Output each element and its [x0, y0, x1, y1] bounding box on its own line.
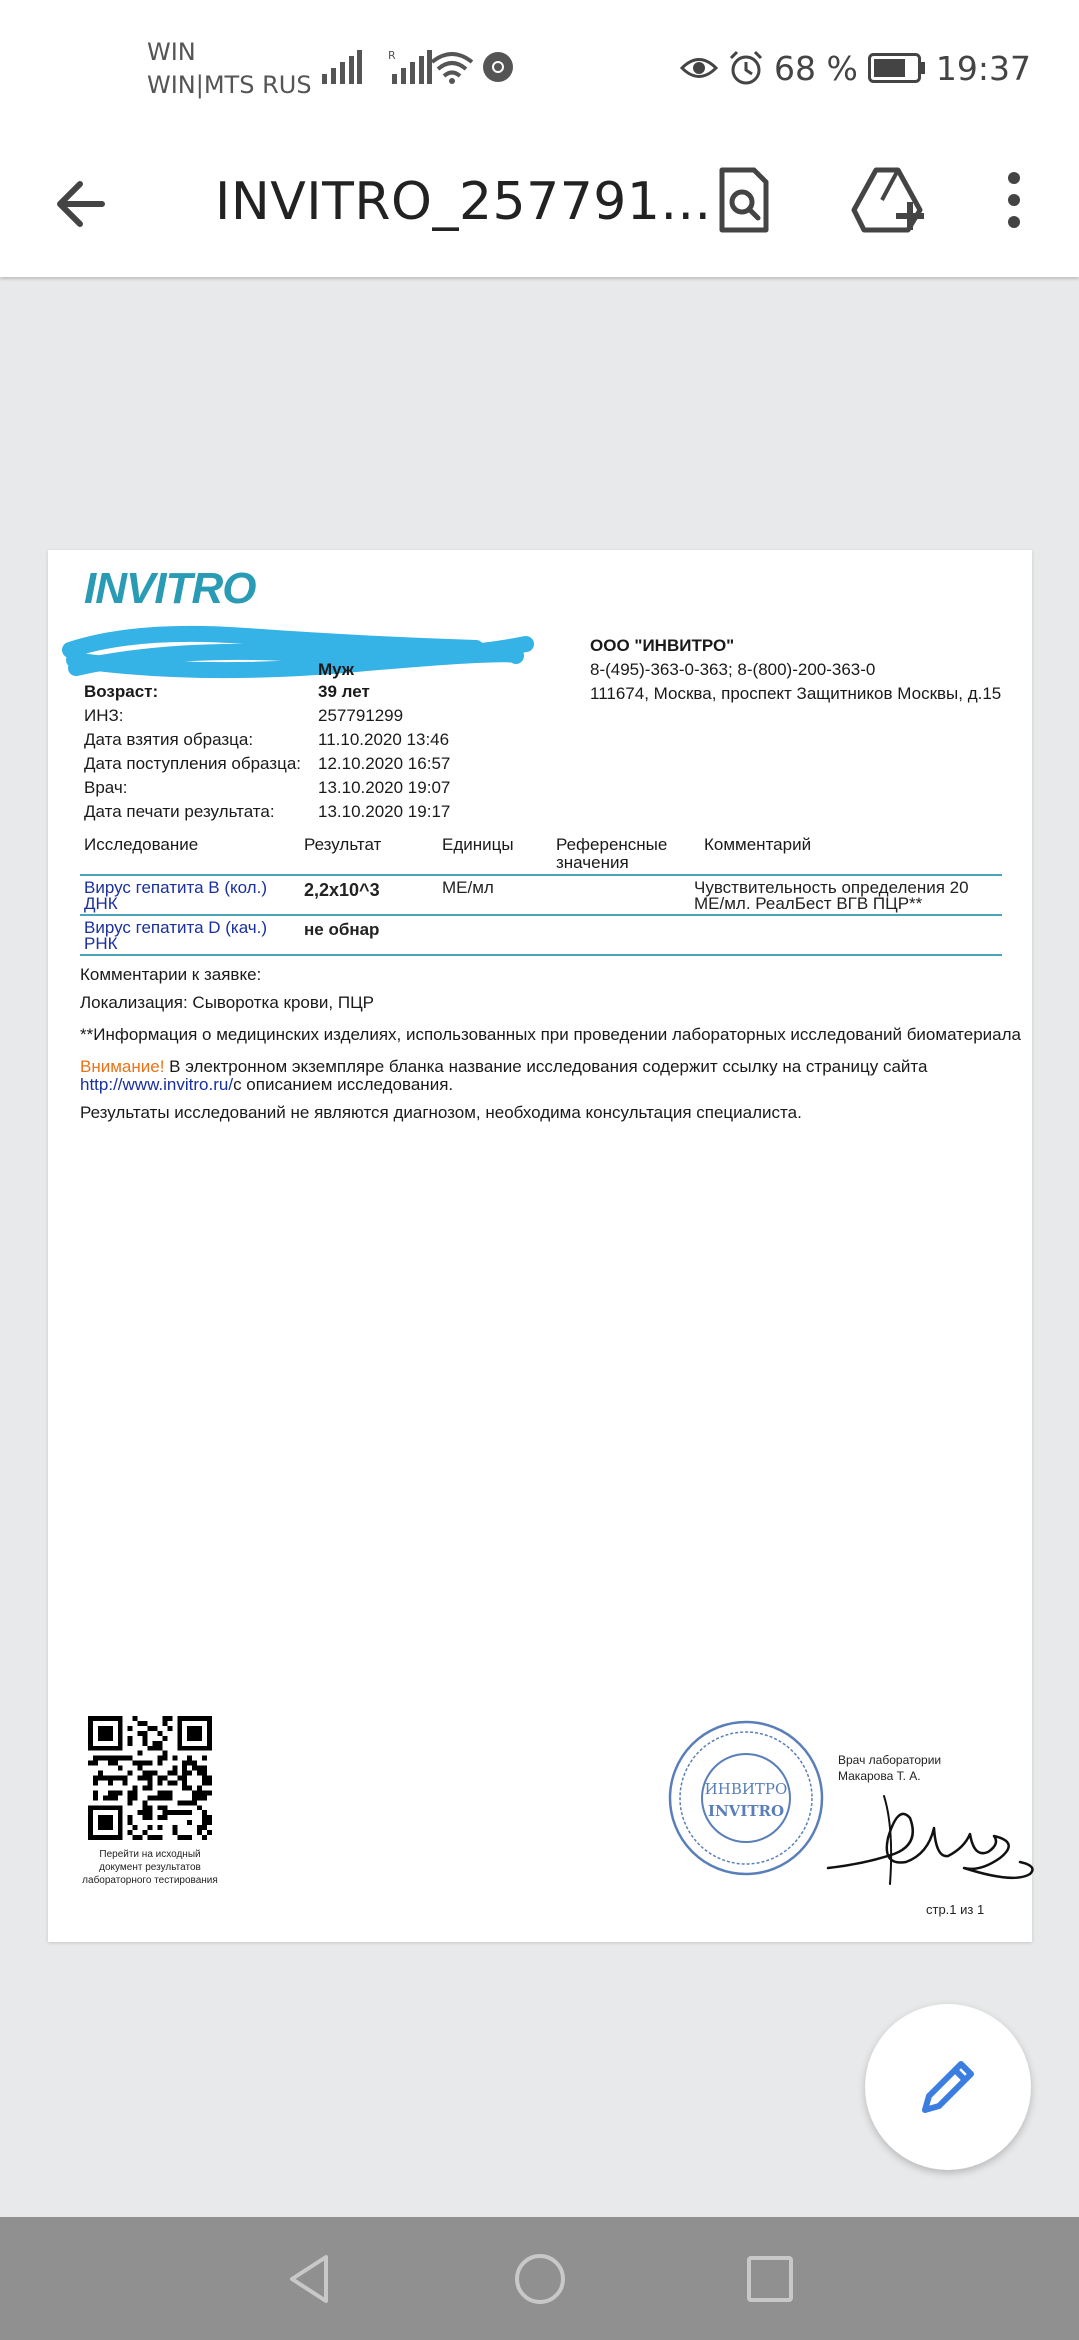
inz-label: ИНЗ: — [84, 706, 124, 725]
sample-taken-label: Дата взятия образца: — [84, 730, 254, 749]
lab-phones: 8-(495)-363-0-363; 8-(800)-200-363-0 — [590, 660, 876, 679]
edit-fab[interactable] — [865, 2004, 1031, 2170]
nav-recents-icon[interactable] — [740, 2249, 800, 2309]
signature-caption — [838, 1752, 941, 1784]
print-date-label: Дата печати результата: — [84, 802, 275, 821]
clock: 19:37 — [935, 48, 1031, 88]
stamp-text-2: INVITRO — [707, 1802, 785, 1820]
signature-caption-2: Макарова Т. А. — [838, 1769, 921, 1783]
signal-icon — [322, 50, 362, 84]
sample-received-value: 12.10.2020 16:57 — [318, 754, 451, 773]
qr-code[interactable] — [88, 1716, 212, 1840]
comments-label: Комментарии к заявке: — [80, 965, 262, 984]
table-rule — [80, 874, 1002, 876]
redaction-scribble — [56, 608, 536, 688]
header-reference-1: Референсные — [556, 835, 668, 854]
header-study: Исследование — [84, 835, 199, 854]
alarm-icon — [728, 50, 764, 86]
sample-received-label: Дата поступления образца: — [84, 754, 302, 773]
nav-back-icon[interactable] — [280, 2249, 340, 2309]
app-bar — [0, 130, 1079, 277]
link-line — [80, 1076, 453, 1094]
edit-pencil-icon — [915, 2054, 981, 2120]
table-rule — [80, 954, 1002, 956]
document-title: INVITRO_257791... — [215, 172, 712, 232]
document-page[interactable] — [48, 550, 1032, 1942]
eye-icon — [680, 55, 718, 81]
battery-icon — [868, 53, 926, 83]
qr-caption-1: Перейти на исходный — [99, 1849, 201, 1860]
status-bar — [0, 0, 1079, 130]
qr-caption — [66, 1848, 234, 1887]
invitro-link[interactable]: http://www.invitro.ru/ — [80, 1075, 234, 1094]
carrier-line-1: WIN — [147, 38, 196, 66]
row-1-result: 2,2x10^3 — [304, 880, 380, 900]
attention-note — [80, 1058, 927, 1076]
row-1-comment-1: Чувствительность определения 20 — [694, 878, 969, 897]
row-1-comment-2: МЕ/мл. РеалБест ВГВ ПЦР** — [694, 894, 923, 913]
age-label: Возраст: — [84, 682, 159, 701]
lab-address: 111674, Москва, проспект Защитников Москвы, д.15 — [590, 684, 1002, 703]
link-suffix: с описанием исследования. — [233, 1075, 454, 1094]
lab-stamp — [666, 1718, 826, 1878]
header-result: Результат — [304, 835, 382, 854]
add-to-drive-icon[interactable] — [848, 158, 932, 242]
doctor-date: 13.10.2020 19:07 — [318, 778, 451, 797]
status-right — [680, 46, 1031, 90]
navigation-bar — [0, 2217, 1079, 2340]
age-value: 39 лет — [318, 682, 370, 701]
attention-word: Внимание! — [80, 1057, 165, 1076]
carrier-line-2: WIN|MTS RUS — [147, 71, 312, 99]
doctor-signature — [824, 1788, 1042, 1896]
doctor-label: Врач: — [84, 778, 128, 797]
search-document-icon[interactable] — [702, 158, 786, 242]
row-2-study-1[interactable]: Вирус гепатита D (кач.) — [84, 918, 268, 937]
stamp-text-1: ИНВИТРО — [704, 1780, 788, 1798]
invitro-logo: INVITRO — [84, 564, 256, 613]
patient-gender: Муж — [318, 660, 354, 679]
chrome-icon — [481, 50, 515, 84]
info-note: **Информация о медицинских изделиях, использованных при проведении лабораторных исследований биоматериала — [80, 1025, 1021, 1044]
header-comment: Комментарий — [704, 835, 812, 854]
lab-name: ООО "ИНВИТРО" — [590, 636, 735, 655]
signal-roaming-icon — [388, 50, 432, 84]
more-vert-icon[interactable] — [972, 158, 1056, 242]
sample-taken-value: 11.10.2020 13:46 — [318, 730, 450, 749]
qr-caption-3: лабораторного тестирования — [82, 1875, 218, 1886]
row-1-study-2[interactable]: ДНК — [84, 894, 118, 913]
inz-value: 257791299 — [318, 706, 404, 725]
localization-note: Локализация: Сыворотка крови, ПЦР — [80, 993, 374, 1012]
disclaimer: Результаты исследований не являются диагнозом, необходима консультация специалиста. — [80, 1103, 802, 1122]
back-arrow-icon[interactable] — [46, 166, 122, 242]
nav-home-icon[interactable] — [510, 2249, 570, 2309]
row-1-study-1[interactable]: Вирус гепатита B (кол.) — [84, 878, 267, 897]
table-rule — [80, 914, 1002, 916]
header-units: Единицы — [442, 835, 514, 854]
qr-caption-2: документ результатов — [99, 1862, 201, 1873]
battery-percent: 68 % — [774, 48, 858, 88]
page-number: стр.1 из 1 — [926, 1902, 985, 1917]
svg-text:R: R — [388, 50, 396, 62]
row-1-units: МЕ/мл — [442, 878, 494, 897]
header-reference-2: значения — [556, 853, 629, 872]
row-2-result: не обнар — [304, 920, 380, 939]
print-date-value: 13.10.2020 19:17 — [318, 802, 451, 821]
carrier-info — [147, 36, 312, 102]
row-2-study-2[interactable]: РНК — [84, 934, 118, 953]
attention-text: В электронном экземпляре бланка название исследования содержит ссылку на страницу сайта — [164, 1057, 928, 1076]
signature-caption-1: Врач лаборатории — [838, 1753, 942, 1767]
wifi-icon — [430, 50, 474, 84]
